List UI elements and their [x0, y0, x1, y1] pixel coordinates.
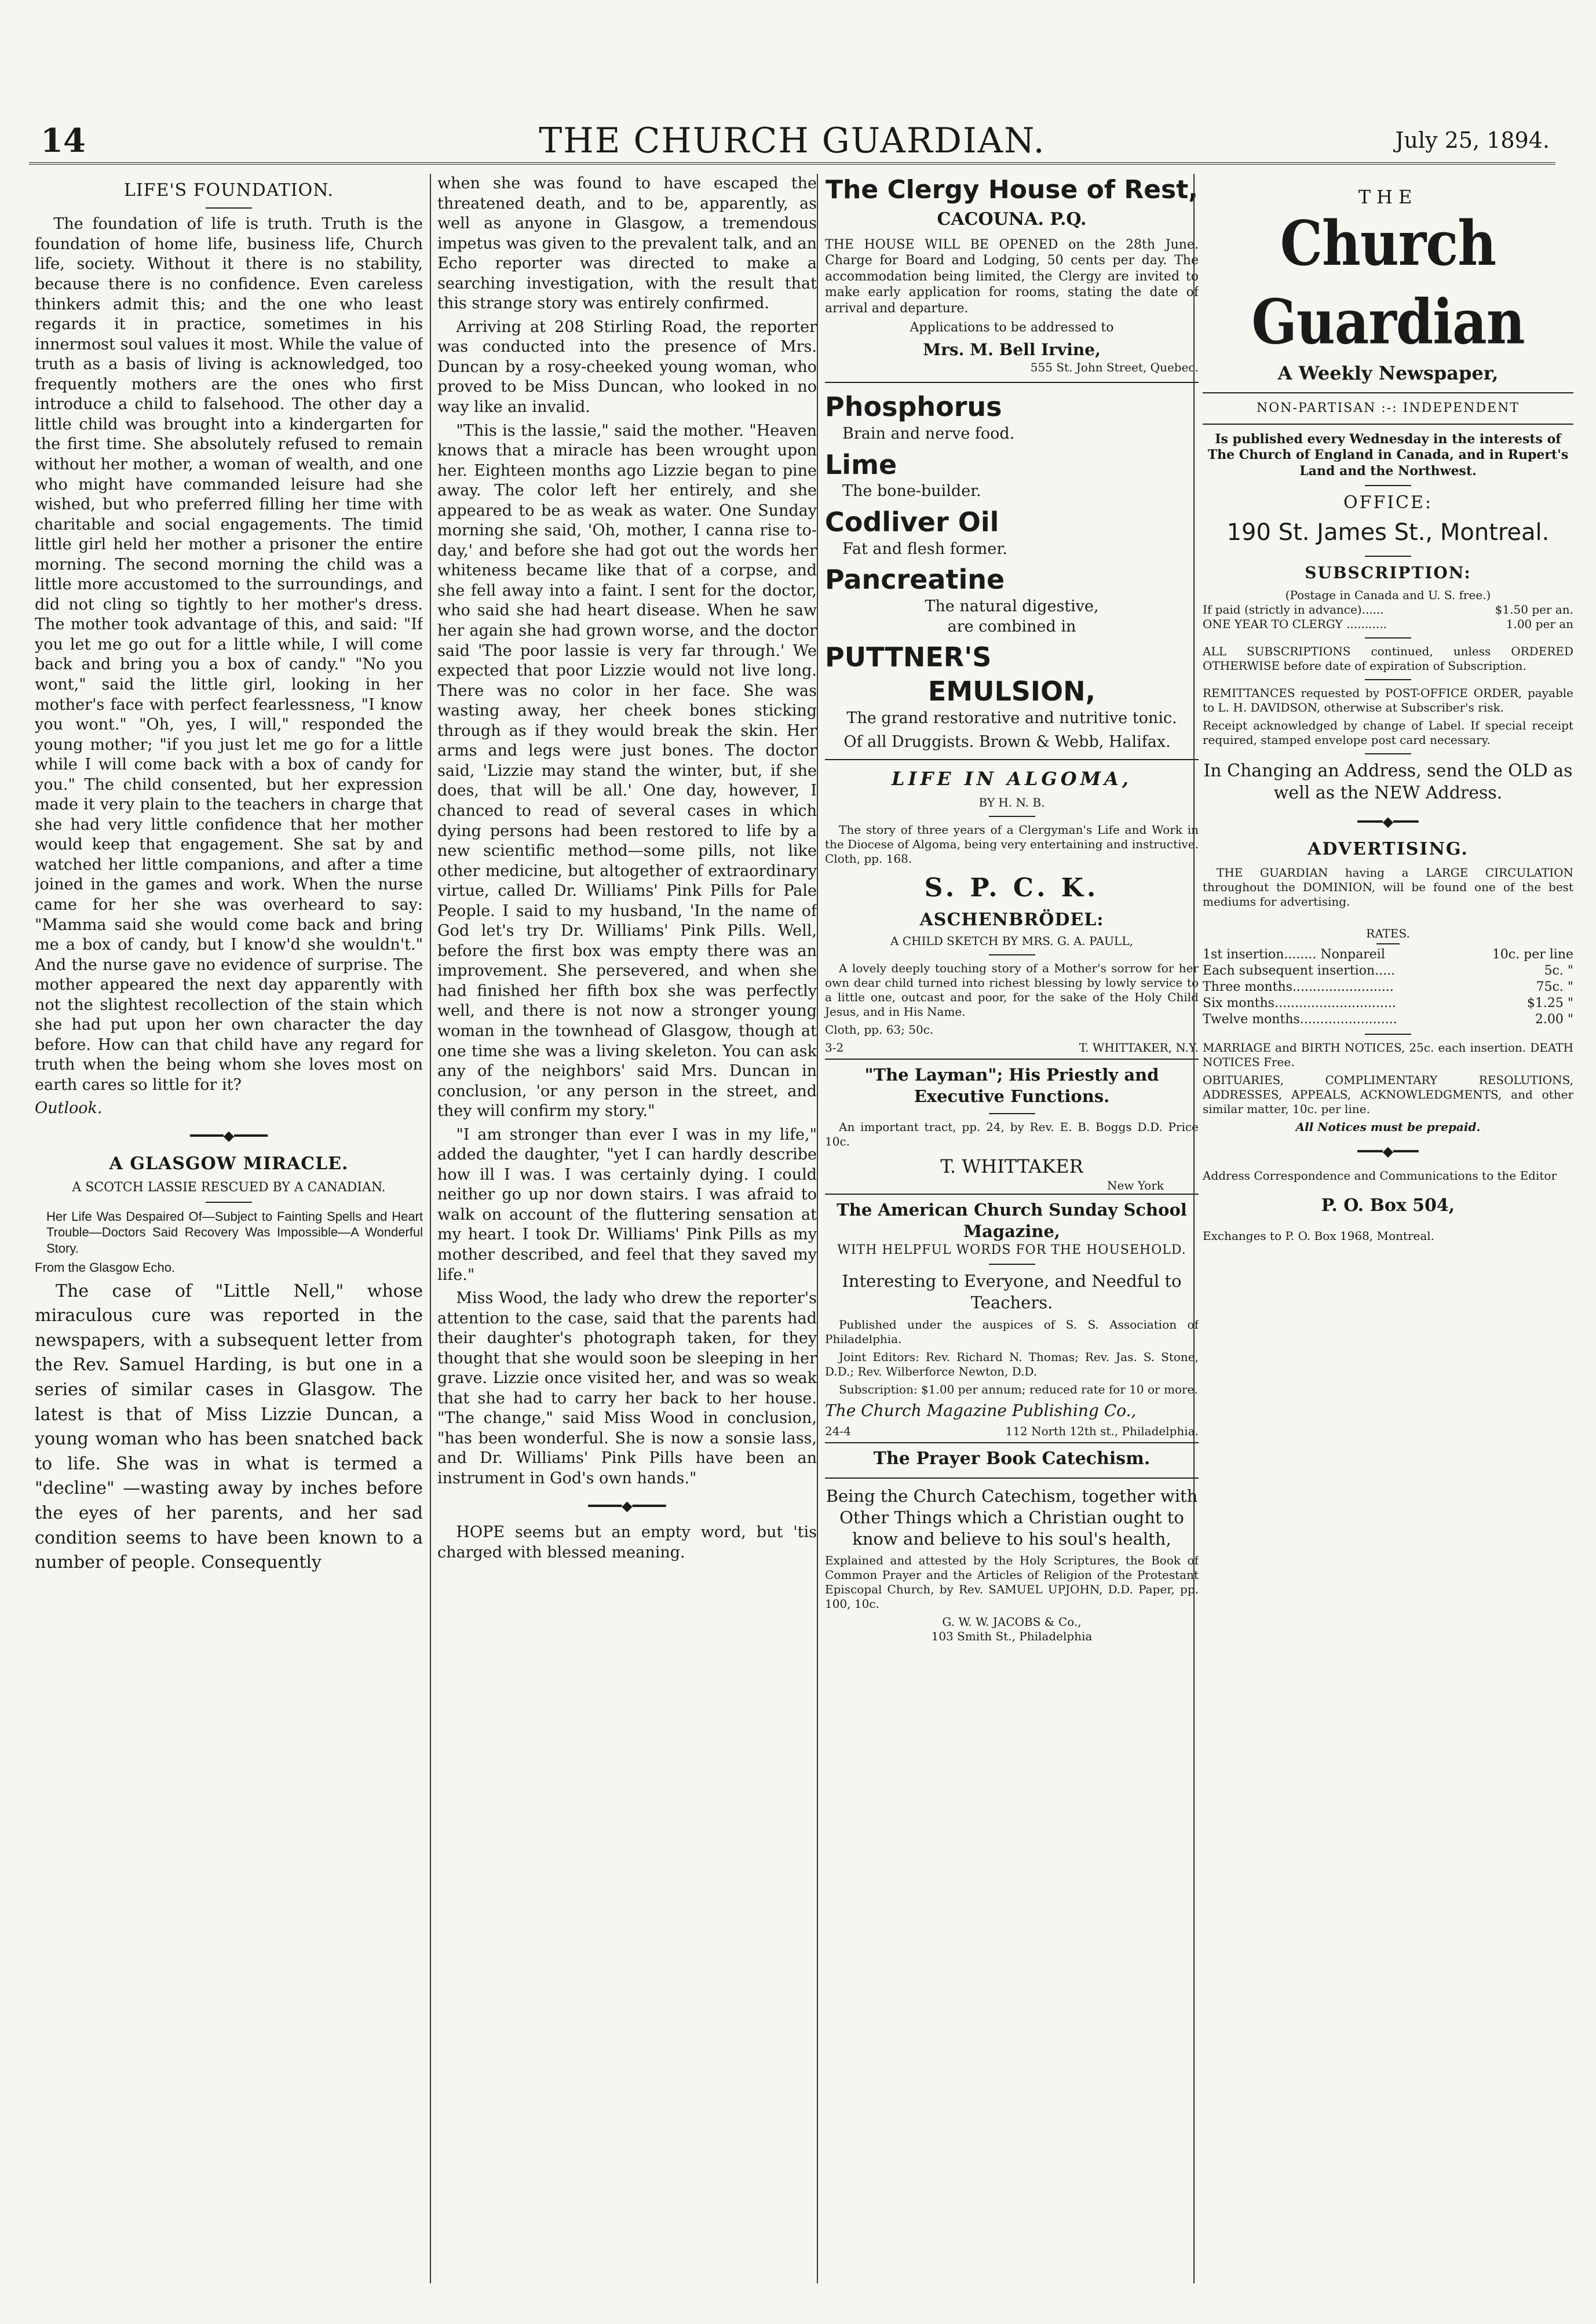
- article-source-line: From the Glasgow Echo.: [35, 1260, 176, 1275]
- ad-algoma-by: BY H. N. B.: [978, 796, 1045, 810]
- ad-pancreatine: Pancreatine: [825, 564, 1005, 596]
- ad-aschenbrodel-title: ASCHENBRÖDEL:: [919, 910, 1104, 931]
- weekly-newspaper: A Weekly Newspaper,: [1277, 362, 1499, 385]
- subscription-label: If paid (strictly in advance)......: [1203, 602, 1384, 616]
- ad-code: 24-4: [825, 1424, 851, 1439]
- column-1: [35, 174, 423, 2283]
- change-address-note: In Changing an Address, send the OLD as well as the NEW Address.: [1203, 760, 1573, 804]
- rates-table: [1203, 947, 1573, 1028]
- advertising-body: THE GUARDIAN having a LARGE CIRCULATION throughout the DOMINION, will be found one of the best mediums for advertising.: [1203, 865, 1573, 909]
- ad-acsm-sub: Subscription: $1.00 per annum; reduced rate for 10 or more.: [839, 1382, 1198, 1396]
- subscription-row: [1203, 617, 1573, 632]
- article-subtitle: A SCOTCH LASSIE RESCUED BY A CANADIAN.: [72, 1180, 386, 1195]
- article-body: The foundation of life is truth. Truth is the foundation of home life, business life, Church life, society. Without it there is no stability, because there is no confidence. Even careless thinkers admit this; and the one who least regards it in practice, sometimes in his innermost soul values it most. While the value of truth as a basis of living is acknowledged, too frequently mothers are the ones who first introduce a child to falsehood. The other day a little child was brought into a kindergarten for the first time. She absolutely refused to remain without her mother, a woman of wealth, and one who might have commanded leisure had she wished, but who preferred filling her time with charitable and social engagements. The timid little girl held her mother a prisoner the entire morning. The second morning the child was a little more accustomed to the surroundings, and did not cling so tightly to her mother's dress. The mother took advantage of this, and said: "If you let me go out for a little while, I will come back and bring you a box of candy." "No you wont," said the little girl, looking in her mother's face with perfect fearlessness, "I know you wont." "Oh, yes, I will," responded the young mother; "if you just let me go for a little while I will come back with a box of candy for you." The child consented, but her expression made it very plain to the teachers in charge that she had very little confidence that her mother would keep that engagement. She sat by and watched her little companions, and after a time joined in the games and work. When the nurse came for her she was overheard to say: "Mamma said she would come back and bring me a box of candy, but I know'd she wouldn't." And the nurse gave no evidence of surprise. The mother appeared the next day apparently with not the slightest recollection of the stain which she had put upon her own character the day before. How can that child have any regard for truth when the being whom she loves most on earth cares so little for it?: [35, 215, 423, 1094]
- article-body: Miss Wood, the lady who drew the reporter's attention to the case, said that the parents had their daughter's photograph taken, for they thought that she would soon be sleeping in her grave. Lizzie once visited her, and was so weak that she had to carry her back to her house. "The change," said Miss Wood in conclusion, "has been wonderful. She is now a sonsie lass, and Dr. Williams' Pink Pills have been an instrument in God's own hands.": [437, 1289, 817, 1487]
- ornament-divider: ━━━━◆━━━━: [189, 1128, 268, 1144]
- church-guardian-logo: Church Guardian: [1251, 207, 1525, 358]
- ornament-divider: ━━━◆━━━: [1357, 1143, 1419, 1160]
- divider: [206, 207, 252, 209]
- ad-puttners: PUTTNER'S: [825, 641, 992, 673]
- divider: [989, 1264, 1035, 1265]
- ad-aschenbrodel-body: A lovely deeply touching story of a Mother's sorrow for her own dear child turned into richest blessing by lowly service to a little one, outcast and poor, for the sake of the Holy Child Jesus, and in His Name.: [825, 961, 1199, 1019]
- rate-value: 5c. ": [1544, 963, 1573, 978]
- issue-date: July 25, 1894.: [1395, 127, 1550, 153]
- address-note: Address Correspondence and Communications to the Editor: [1203, 1169, 1557, 1183]
- rate-value: 2.00 ": [1535, 1012, 1573, 1027]
- ad-phosphorus: Phosphorus: [825, 391, 1002, 423]
- obituaries-note: OBITUARIES, COMPLIMENTARY RESOLUTIONS, ADDRESSES, APPEALS, ACKNOWLEDGMENTS, and other similar matter, 10c. per line.: [1203, 1073, 1573, 1117]
- ad-prayer-book-publisher: G. W. W. JACOBS & Co.,: [942, 1615, 1082, 1629]
- ad-algoma-body: The story of three years of a Clergyman's Life and Work in the Diocese of Algoma, being very entertaining and instructive. Cloth, pp. 168.: [825, 823, 1199, 866]
- ad-aschenbrodel-price: Cloth, pp. 63; 50c.: [825, 1022, 934, 1037]
- column-3: [817, 174, 1199, 2283]
- subscription-value: $1.50 per an.: [1495, 602, 1573, 616]
- column-2: [437, 174, 817, 2283]
- rate-row: [1203, 979, 1573, 995]
- ad-prayer-book-body: Being the Church Catechism, together with Other Things which a Christian ought to know and believe to his soul's health,: [826, 1486, 1198, 1549]
- divider: [825, 382, 1199, 383]
- rate-row: [1203, 1012, 1573, 1028]
- page-number: 14: [41, 122, 86, 160]
- office-address: 190 St. James St., Montreal.: [1226, 519, 1550, 546]
- divider: [825, 759, 1199, 760]
- ad-lime: Lime: [825, 448, 897, 480]
- ad-clergy-house-address: 555 St. John Street, Quebec.: [1030, 360, 1199, 374]
- ad-acsm-with: WITH HELPFUL WORDS FOR THE HOUSEHOLD.: [837, 1242, 1186, 1257]
- rate-label: Three months.........................: [1203, 980, 1394, 995]
- divider: [989, 816, 1035, 817]
- divider: [1203, 424, 1573, 425]
- article-title-lifes-foundation: LIFE'S FOUNDATION.: [123, 180, 334, 200]
- article-body: "This is the lassie," said the mother. "Heaven knows that a miracle has been wrought upon her. Eighteen months ago Lizzie began to pine away. The color left her entirely, and she appeared to be as weak as water. One Sunday morning she said, 'Oh, mother, I canna rise to-day,' and before she had got out the words her whiteness became like that of a corpse, and she fell away into a faint. I sent for the doctor, who said she had heart disease. When he saw her again she had grown worse, and the doctor said 'The poor lassie is very far through.' We expected that poor Lizzie would not live long. There was no color in her face. She was wasting away, her cheek bones sticking through as if they would break the skin. Her arms and legs were just bones. The doctor said, 'Lizzie may stand the winter, but, if she does, that will be all.' One day, however, I chanced to read of several cases in which dying persons had been restored to life by a new scientific method—some pills, not like other medicine, but altogether of extraordinary virtue, called Dr. Williams' Pink Pills for Pale People. I said to my husband, 'In the name of God let's try Dr. Williams' Pink Pills. Well, before the first box was empty there was an improvement. She persevered, and when she had finished her fifth box she was perfectly well, and there is not now a stronger young woman in the townhead of Glasgow, though at one time she was a living skeleton. You can ask any of the neighbors' said Mrs. Duncan in conclusion, 'or any person in the street, and they will confirm my story.": [437, 421, 817, 1121]
- rate-label: Each subsequent insertion.....: [1203, 963, 1396, 978]
- divider: [1376, 943, 1400, 944]
- rate-row: [1203, 995, 1573, 1012]
- published-info: Is published every Wednesday in the interests of The Church of England in Canada, and in Rupert's Land and the Northwest.: [1207, 431, 1569, 479]
- rate-label: Twelve months........................: [1203, 1012, 1397, 1027]
- ad-lime-desc: The bone-builder.: [842, 482, 981, 501]
- article-body: "I am stronger than ever I was in my life," added the daughter, "yet I can hardly describe how ill I was. I was certainly dying. I could neither go up nor down stairs. I was afraid to walk on account of the fluttering sensation at my heart. I took Dr. Williams' Pink Pills as my mother described, and feel that they saved my life.": [437, 1125, 817, 1284]
- advertising-title: ADVERTISING.: [1308, 839, 1469, 860]
- ad-clergy-house-place: CACOUNA. P.Q.: [937, 209, 1087, 230]
- ad-aschenbrodel-footer: [825, 1041, 1199, 1060]
- ad-acsm-editors: Joint Editors: Rev. Richard N. Thomas; Rev. Jas. S. Stone, D.D.; Rev. Wilberforce Newton, D.D.: [825, 1349, 1199, 1378]
- ad-aschenbrodel-sub: A CHILD SKETCH BY MRS. G. A. PAULL,: [890, 933, 1133, 948]
- ad-acsm-address: 112 North 12th st., Philadelphia.: [1005, 1424, 1199, 1439]
- subscription-note: ALL SUBSCRIPTIONS continued, unless ORDERED OTHERWISE before date of expiration of Subscription.: [1203, 644, 1573, 673]
- rates-title: RATES.: [1366, 926, 1410, 940]
- ad-publisher: T. WHITTAKER, N.Y.: [1079, 1040, 1199, 1055]
- ad-layman-title: "The Layman"; His Priestly and Executive Functions.: [864, 1064, 1159, 1106]
- article-body: when she was found to have escaped the threatened death, and to be, apparently, as well as anyone in Glasgow, a tremendous impetus was given to the prevalent talk, and an Echo reporter was directed to make a searching investigation, with the result that this strange story was entirely confirmed.: [437, 174, 817, 313]
- rate-row: [1203, 963, 1573, 979]
- ad-layman-body: An important tract, pp. 24, by Rev. E. B. Boggs D.D. Price 10c.: [825, 1120, 1199, 1149]
- article-body: Arriving at 208 Stirling Road, the reporter was conducted into the presence of Mrs. Duncan by a rosy-cheeked young woman, who proved to be Miss Duncan, who looked in no way like an invalid.: [437, 318, 817, 417]
- divider: [989, 954, 1035, 955]
- rate-value: $1.25 ": [1526, 996, 1573, 1011]
- rate-label: Six months..............................: [1203, 996, 1396, 1011]
- divider: [206, 1202, 252, 1203]
- ad-acsm-interesting: Interesting to Everyone, and Needful to Teachers.: [842, 1271, 1182, 1313]
- ad-spck: S. P. C. K.: [924, 873, 1100, 903]
- marriage-notices: MARRIAGE and BIRTH NOTICES, 25c. each insertion. DEATH NOTICES Free.: [1203, 1041, 1573, 1070]
- ad-phosphorus-desc: Brain and nerve food.: [842, 425, 1015, 443]
- rate-value: 10c. per line: [1492, 947, 1573, 962]
- ad-acsm-footer: [825, 1424, 1199, 1443]
- subscription-title: SUBSCRIPTION:: [1305, 563, 1471, 582]
- column-4: [1193, 174, 1573, 2283]
- rate-row: [1203, 947, 1573, 963]
- prepaid-note: All Notices must be prepaid.: [1295, 1120, 1481, 1134]
- ad-puttner-sold: Of all Druggists. Brown & Webb, Halifax.: [843, 732, 1171, 751]
- subscription-postage: (Postage in Canada and U. S. free.): [1285, 588, 1491, 602]
- article-summary: Her Life Was Despaired Of—Subject to Fainting Spells and Heart Trouble—Doctors Said Recovery Was Impossible—A Wonderful Story.: [46, 1209, 423, 1256]
- rate-label: 1st insertion........ Nonpareil: [1203, 947, 1385, 962]
- office-label: OFFICE:: [1343, 492, 1433, 513]
- subscription-row: [1203, 603, 1573, 617]
- article-body: The case of "Little Nell," whose miraculous cure was reported in the newspapers, with a subsequent letter from the Rev. Samuel Harding, is but one in a series of similar cases in Glasgow. The latest is that of Miss Lizzie Duncan, a young woman who has been snatched back to life. She was in what is termed a "decline" —wasting away by inches before the eyes of her parents, and her sad condition seems to have been known to a number of people. Consequently: [35, 1280, 423, 1573]
- ornament-divider: ━━━◆━━━: [1357, 813, 1419, 830]
- ad-codliver-desc: Fat and flesh former.: [842, 539, 1007, 558]
- rate-value: 75c. ": [1536, 980, 1573, 995]
- article-title-glasgow-miracle: A GLASGOW MIRACLE.: [109, 1153, 349, 1174]
- ad-newyork: New York: [825, 1179, 1199, 1195]
- divider: [1365, 753, 1411, 754]
- ad-acsm-co: The Church Magazine Publishing Co.,: [825, 1400, 1137, 1420]
- divider: [1365, 556, 1411, 557]
- masthead-the: THE: [1358, 186, 1418, 208]
- newspaper-title: THE CHURCH GUARDIAN.: [539, 121, 1046, 161]
- page-header: [29, 116, 1555, 165]
- exchanges-note: Exchanges to P. O. Box 1968, Montreal.: [1203, 1228, 1435, 1243]
- column-rule: [430, 174, 431, 2283]
- divider: [1365, 485, 1411, 486]
- divider: [825, 1477, 1199, 1479]
- ad-clergy-house-title: The Clergy House of Rest,: [826, 175, 1198, 205]
- divider: [1365, 679, 1411, 680]
- ad-prayer-book-small: Explained and attested by the Holy Scriptures, the Book of Common Prayer and the Articles of Religion of the Protestant Episcopal Church, by Rev. SAMUEL UPJOHN, D.D. Paper, pp. 100, 10c.: [825, 1553, 1199, 1611]
- divider: [989, 1113, 1035, 1114]
- ad-algoma-title: LIFE IN ALGOMA,: [892, 768, 1132, 790]
- ad-acsm-pub: Published under the auspices of S. S. Association of Philadelphia.: [825, 1317, 1199, 1346]
- non-partisan: NON-PARTISAN :-: INDEPENDENT: [1256, 401, 1520, 416]
- divider: [1365, 1034, 1411, 1035]
- ad-prayer-book-title: The Prayer Book Catechism.: [873, 1449, 1151, 1469]
- ad-clergy-house-name: Mrs. M. Bell Irvine,: [923, 340, 1101, 359]
- subscription-value: 1.00 per an: [1506, 616, 1573, 631]
- subscription-label: ONE YEAR TO CLERGY ...........: [1203, 616, 1387, 631]
- ad-clergy-house-body: THE HOUSE WILL BE OPENED on the 28th June. Charge for Board and Lodging, 50 cents per day. The accommodation being limited, the Clergy are invited to make early application for rooms, stating the date of arrival and departure.: [825, 237, 1199, 316]
- po-box: P. O. Box 504,: [1321, 1195, 1455, 1216]
- ornament-divider: ━━━━◆━━━━: [588, 1497, 666, 1514]
- article-source: Outlook.: [35, 1099, 103, 1118]
- ad-whittaker: T. WHITTAKER: [940, 1155, 1083, 1178]
- ad-puttner-desc: The grand restorative and nutritive tonic.: [846, 709, 1177, 728]
- ad-prayer-book-address: 103 Smith St., Philadelphia: [931, 1629, 1093, 1644]
- article-body: HOPE seems but an empty word, but 'tis charged with blessed meaning.: [437, 1523, 817, 1562]
- remittances-note: REMITTANCES requested by POST-OFFICE ORDER, payable to L. H. DAVIDSON, otherwise at Subscriber's risk.: [1203, 685, 1573, 714]
- ad-codliver-oil: Codliver Oil: [825, 506, 999, 538]
- divider: [1203, 392, 1573, 393]
- ad-clergy-house-apps: Applications to be addressed to: [910, 320, 1114, 335]
- divider: [1365, 637, 1411, 639]
- ad-pancreatine-desc: The natural digestive,: [925, 597, 1099, 616]
- ad-pancreatine-desc-2: are combined in: [947, 617, 1076, 636]
- ad-emulsion: EMULSION,: [927, 676, 1096, 707]
- ad-code: 3-2: [825, 1040, 844, 1055]
- ad-acsm-title: The American Church Sunday School Magazine,: [837, 1199, 1187, 1241]
- receipt-note: Receipt acknowledged by change of Label. If special receipt required, stamped envelope post card necessary.: [1203, 718, 1573, 747]
